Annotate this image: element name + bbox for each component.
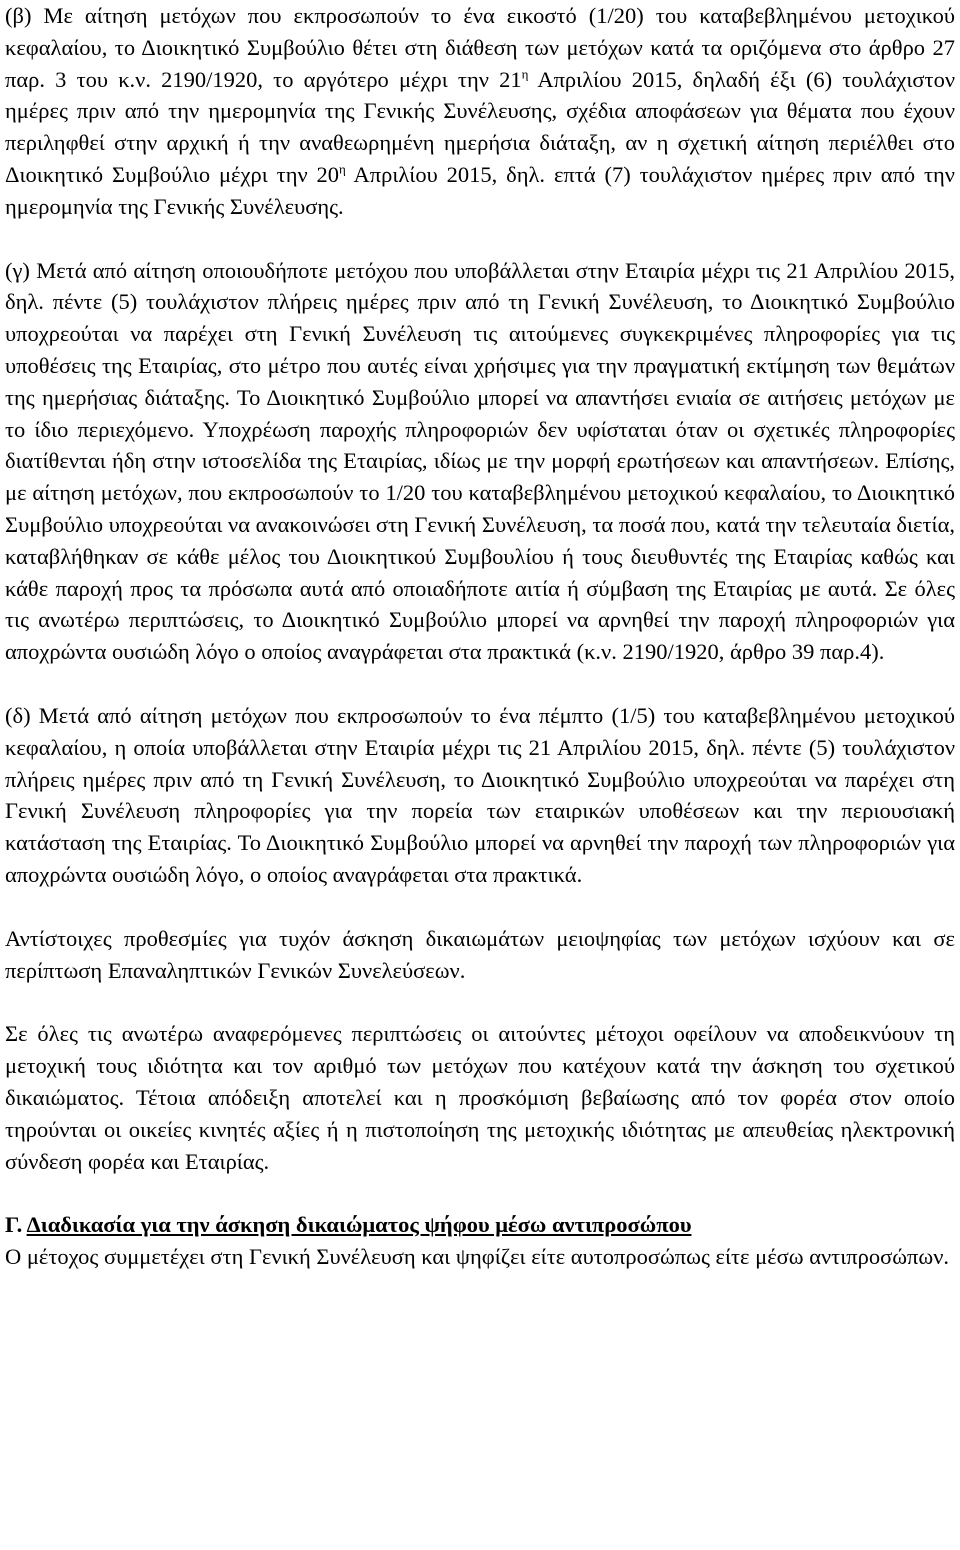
paragraph-proxy: Ο μέτοχος συμμετέχει στη Γενική Συνέλευση και ψηφίζει είτε αυτοπροσώπως είτε μέσω αντιπροσώπων. [5, 1244, 950, 1270]
paragraph-spacer [5, 223, 955, 255]
paragraph-b-part2: Απριλίου 2015, δηλαδή έξι (6) τουλάχιστον ημέρες πριν από την ημερομηνία της Γενικής Συνέλευσης, σχέδια αποφάσεων για θέματα που έχουν περιληφθεί στην αρχική ή την αναθεωρημένη ημερήσια διάταξη, αν η σχετική αίτηση περιέλθει στο Διοικητικό Συμβούλιο μέχρι την 20 [5, 66, 955, 187]
section-heading [5, 1209, 955, 1241]
ordinal-superscript: η [521, 66, 529, 82]
section-heading-prefix: Γ. [5, 1212, 27, 1238]
paragraph-spacer [5, 1177, 955, 1209]
paragraph-proof: Σε όλες τις ανωτέρω αναφερόμενες περιπτώσεις οι αιτούντες μέτοχοι οφείλουν να αποδεικνύουν τη μετοχική τους ιδιότητα και τον αριθμό των μετόχων που κατέχουν κατά την άσκηση του σχετικού δικαιώματος. Τέτοια απόδειξη αποτελεί και η προσκόμιση βεβαίωσης από τον φορέα στον οποίο τηρούνται οι οικείες κινητές αξίες ή η πιστοποίηση της μετοχικής ιδιότητας με απευθείας ηλεκτρονική σύνδεση φορέα και Εταιρίας. [5, 1021, 955, 1174]
paragraph-deadlines: Αντίστοιχες προθεσμίες για τυχόν άσκηση δικαιωμάτων μειοψηφίας των μετόχων ισχύουν και σε περίπτωση Επαναληπτικών Γενικών Συνελεύσεων. [5, 925, 955, 983]
section-heading-title: Διαδικασία για την άσκηση δικαιώματος ψήφου μέσω αντιπροσώπου [26, 1212, 692, 1238]
paragraph-b-part3: Απριλίου 2015, δηλ. επτά (7) τουλάχιστον ημέρες πριν από την ημερομηνία της Γενικής Συνέλευσης. [5, 161, 955, 219]
paragraph-b-part1: (β) Με αίτηση μετόχων που εκπροσωπούν το ένα εικοστό (1/20) του καταβεβλημένου μετοχικού κεφαλαίου, το Διοικητικό Συμβούλιο θέτει στη διάθεση των μετόχων κατά τα οριζόμενα στο άρθρο 27 παρ. 3 του κ.ν. 2190/1920, το αργότερο μέχρι την 21 [5, 3, 955, 92]
paragraph-spacer [5, 891, 955, 923]
paragraph-c: (γ) Μετά από αίτηση οποιουδήποτε μετόχου που υποβάλλεται στην Εταιρία μέχρι τις 21 Απριλίου 2015, δηλ. πέντε (5) τουλάχιστον πλήρεις ημέρες πριν από τη Γενική Συνέλευση, το Διοικητικό Συμβούλιο υποχρεούται να παρέχει στη Γενική Συνέλευση τις αιτούμενες συγκεκριμένες πληροφορίες για τις υποθέσεις της Εταιρίας, στο μέτρο που αυτές είναι χρήσιμες για την πραγματική εκτίμηση των θεμάτων της ημερήσιας διάταξης. Το Διοικητικό Συμβούλιο μπορεί να απαντήσει ενιαία σε αιτήσεις μετόχων με το ίδιο περιεχόμενο. Υποχρέωση παροχής πληροφοριών δεν υφίσταται όταν οι σχετικές πληροφορίες διατίθενται ήδη στην ιστοσελίδα της Εταιρίας, ιδίως με την μορφή ερωτήσεων και απαντήσεων. Επίσης, με αίτηση μετόχων, που εκπροσωπούν το 1/20 του καταβεβλημένου μετοχικού κεφαλαίου, το Διοικητικό Συμβούλιο υποχρεούται να ανακοινώσει στη Γενική Συνέλευση, τα ποσά που, κατά την τελευταία διετία, καταβλήθηκαν σε κάθε μέλος του Διοικητικού Συμβουλίου ή τους διευθυντές της Εταιρίας καθώς και κάθε παροχή προς τα πρόσωπα αυτά από οποιαδήποτε αιτία ή σύμβαση της Εταιρίας με αυτά. Σε όλες τις ανωτέρω περιπτώσεις, το Διοικητικό Συμβούλιο μπορεί να αρνηθεί την παροχή πληροφοριών για αποχρώντα ουσιώδη λόγο ο οποίος αναγράφεται στα πρακτικά (κ.ν. 2190/1920, άρθρο 39 παρ.4). [5, 257, 955, 665]
paragraph-spacer [5, 668, 955, 700]
paragraph-spacer [5, 986, 955, 1018]
ordinal-superscript: η [339, 161, 346, 177]
paragraph-d: (δ) Μετά από αίτηση μετόχων που εκπροσωπούν το ένα πέμπτο (1/5) του καταβεβλημένου μετοχικού κεφαλαίου, η οποία υποβάλλεται στην Εταιρία μέχρι τις 21 Απριλίου 2015, δηλ. πέντε (5) τουλάχιστον πλήρεις ημέρες πριν από τη Γενική Συνέλευση, το Διοικητικό Συμβούλιο υποχρεούται να παρέχει στη Γενική Συνέλευση πληροφορίες για την πορεία των εταιρικών υποθέσεων και την περιουσιακή κατάσταση της Εταιρίας. Το Διοικητικό Συμβούλιο μπορεί να αρνηθεί την παροχή των πληροφοριών για αποχρώντα ουσιώδη λόγο, ο οποίος αναγράφεται στα πρακτικά. [5, 702, 955, 887]
paragraph-b [5, 0, 955, 223]
